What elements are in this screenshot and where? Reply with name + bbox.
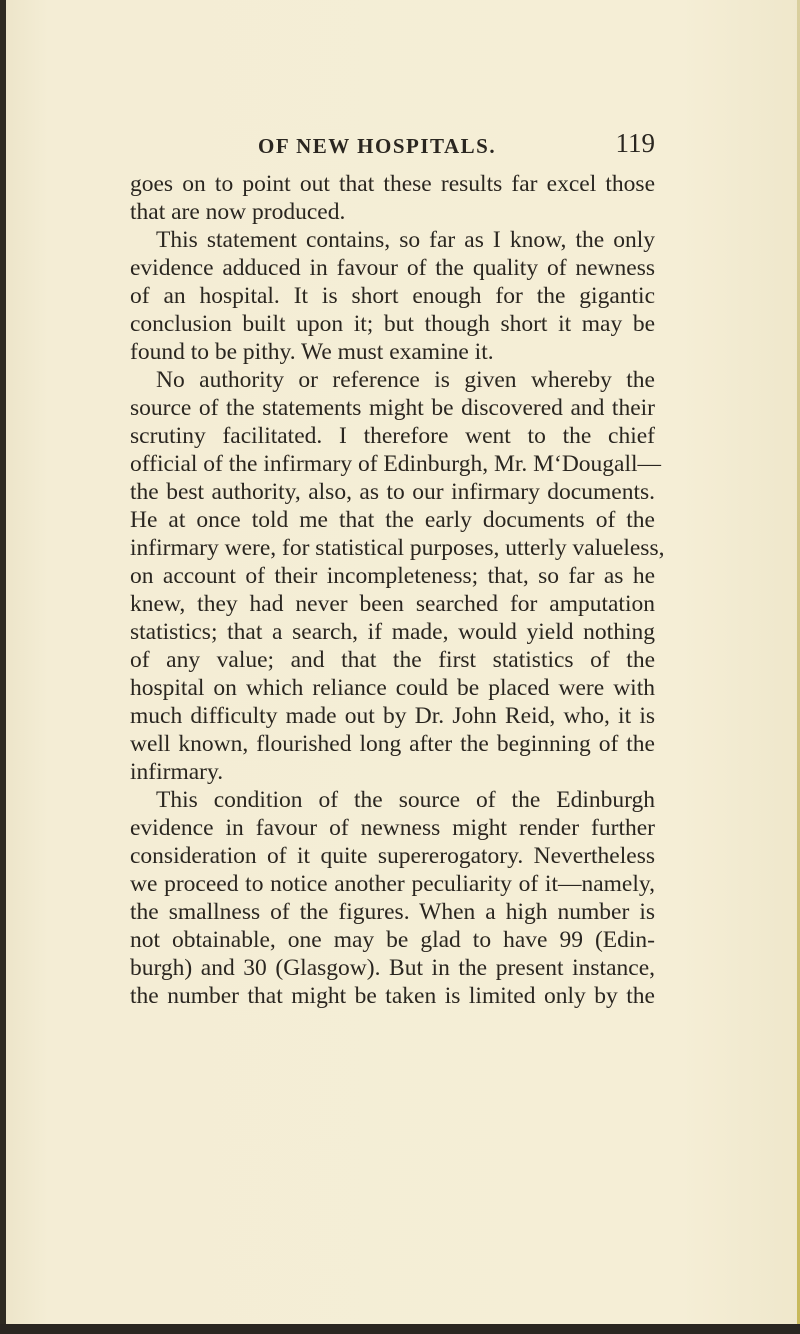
text-line: consideration of it quite supererogatory. Nevertheless <box>130 843 655 869</box>
page-left-edge <box>0 0 6 1334</box>
text-line: hospital on which reliance could be placed were with <box>130 675 655 701</box>
text-line: scrutiny facilitated. I therefore went to the chief <box>130 423 655 449</box>
text-line: burgh) and 30 (Glasgow). But in the present instance, <box>130 955 655 981</box>
text-line: on account of their incompleteness; that, so far as he <box>130 563 655 589</box>
page-bottom-edge <box>0 1324 800 1334</box>
running-title: OF NEW HOSPITALS. <box>258 134 497 158</box>
text-line: the best authority, also, as to our infirmary documents. <box>130 479 655 505</box>
text-line: This statement contains, so far as I know, the only <box>156 227 655 253</box>
text-line: of an hospital. It is short enough for the gigantic <box>130 283 655 309</box>
text-line: that are now produced. <box>130 199 346 225</box>
text-line: evidence in favour of newness might render further <box>130 815 655 841</box>
text-line: the smallness of the figures. When a high number is <box>130 899 655 925</box>
text-line: not obtainable, one may be glad to have 99 (Edin- <box>130 927 655 953</box>
text-line: the number that might be taken is limited only by the <box>130 983 655 1009</box>
text-line: source of the statements might be discovered and their <box>130 395 655 421</box>
text-line: of any value; and that the first statistics of the <box>130 647 655 673</box>
text-line: conclusion built upon it; but though short it may be <box>130 311 655 337</box>
text-line: knew, they had never been searched for amputation <box>130 591 655 617</box>
text-line: This condition of the source of the Edinburgh <box>156 787 655 813</box>
page-number: 119 <box>615 128 655 158</box>
text-line: No authority or reference is given whereby the <box>156 367 655 393</box>
text-line: infirmary. <box>130 759 224 785</box>
text-line: goes on to point out that these results far excel those <box>130 171 655 197</box>
text-line: found to be pithy. We must examine it. <box>130 339 494 365</box>
text-line: well known, flourished long after the beginning of the <box>130 731 655 757</box>
text-line: much difficulty made out by Dr. John Reid, who, it is <box>130 703 655 729</box>
text-line: official of the infirmary of Edinburgh, Mr. M‘Dougall— <box>130 451 662 477</box>
running-head <box>130 128 655 168</box>
text-line: infirmary were, for statistical purposes, utterly valueless, <box>130 535 665 561</box>
text-line: we proceed to notice another peculiarity of it—namely, <box>130 871 655 897</box>
body-text <box>130 170 665 1010</box>
text-line: evidence adduced in favour of the quality of newness <box>130 255 655 281</box>
text-line: statistics; that a search, if made, would yield nothing <box>130 619 655 645</box>
text-line: He at once told me that the early documents of the <box>130 507 655 533</box>
